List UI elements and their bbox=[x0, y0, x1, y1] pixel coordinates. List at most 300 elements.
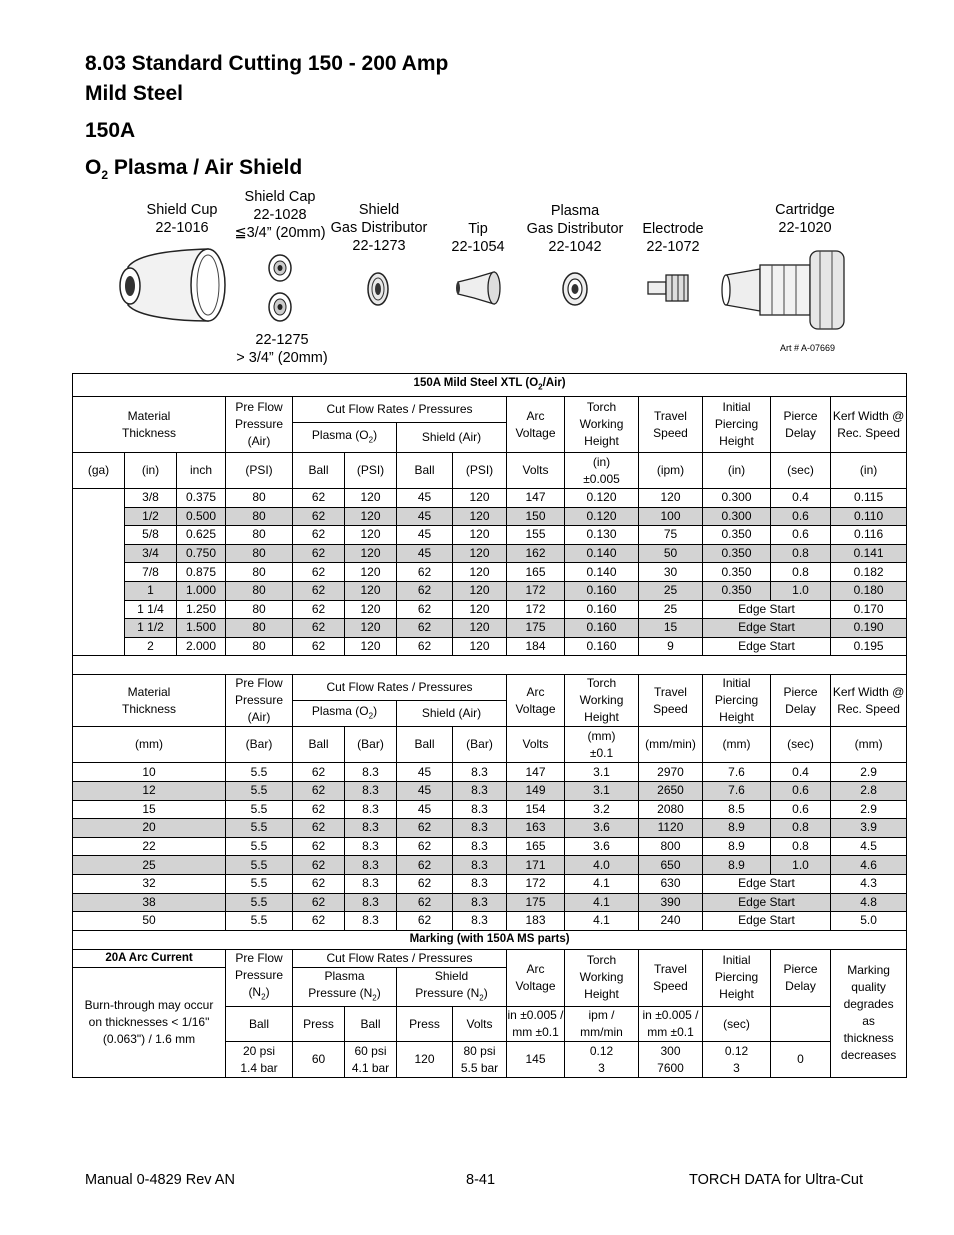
table-cell: 0.120 bbox=[565, 489, 639, 508]
unit-volts: Volts bbox=[507, 727, 565, 763]
table-cell: 1.500 bbox=[177, 619, 226, 638]
table-cell: 0.4 bbox=[771, 763, 831, 782]
shield-cup-label: Shield Cup 22-1016 bbox=[146, 202, 218, 236]
material-heading: Mild Steel bbox=[85, 82, 184, 105]
table-cell: 155 bbox=[507, 526, 565, 545]
cartridge-image bbox=[720, 245, 860, 335]
table-cell: 8.3 bbox=[453, 819, 507, 838]
table-cell: 0.141 bbox=[831, 544, 907, 563]
hdr-initial-height: Initial Piercing Height bbox=[703, 675, 771, 727]
table-cell: 8.3 bbox=[345, 800, 397, 819]
unit-init: (in) bbox=[703, 453, 771, 489]
hdr-torch-height: Torch Working Height bbox=[565, 675, 639, 727]
table-cell: 5.5 bbox=[226, 874, 293, 893]
table-cell: 0.160 bbox=[565, 637, 639, 656]
table-cell: 0.160 bbox=[565, 581, 639, 600]
table-cell: 62 bbox=[397, 619, 453, 638]
table-cell: 120 bbox=[345, 526, 397, 545]
table-cell: 1120 bbox=[639, 819, 703, 838]
table-row bbox=[73, 637, 907, 656]
table-cell: 15 bbox=[73, 800, 226, 819]
marking-speed-value: 300 7600 bbox=[639, 1042, 703, 1078]
hdr-pierce-delay: Pierce Delay bbox=[771, 675, 831, 727]
table-cell: 4.5 bbox=[831, 837, 907, 856]
marking-quality-note: Marking quality degrades as thickness decreases bbox=[831, 949, 907, 1077]
table-cell: 5.5 bbox=[226, 893, 293, 912]
table-cell: 120 bbox=[345, 600, 397, 619]
table-cell: 0.6 bbox=[771, 800, 831, 819]
unit-ball: Ball bbox=[397, 727, 453, 763]
table-cell: 80 bbox=[226, 637, 293, 656]
marking-plasma-ball: 60 bbox=[293, 1042, 345, 1078]
table-cell: 45 bbox=[397, 781, 453, 800]
marking-shield-press: 80 psi 5.5 bar bbox=[453, 1042, 507, 1078]
table-cell: 8.3 bbox=[345, 856, 397, 875]
electrode-label: Electrode 22-1072 bbox=[642, 221, 704, 255]
table-cell: 5.0 bbox=[831, 912, 907, 931]
table-cell: 62 bbox=[293, 893, 345, 912]
table-cell: 184 bbox=[507, 637, 565, 656]
table-cell: 120 bbox=[453, 507, 507, 526]
table-cell: 1/2 bbox=[125, 507, 177, 526]
unit-speed: (mm/min) bbox=[639, 727, 703, 763]
table-cell: 147 bbox=[507, 489, 565, 508]
table-cell: 62 bbox=[293, 819, 345, 838]
marking-torch-value: 0.12 3 bbox=[565, 1042, 639, 1078]
table-cell: 0.6 bbox=[771, 781, 831, 800]
hdr-preflow: Pre Flow Pressure (Air) bbox=[226, 675, 293, 727]
table-cell: 0.8 bbox=[771, 563, 831, 582]
table-row bbox=[73, 489, 907, 508]
table-cell: 120 bbox=[453, 619, 507, 638]
table-cell: 62 bbox=[397, 837, 453, 856]
table-cell: Edge Start bbox=[703, 600, 831, 619]
table-cell: 100 bbox=[639, 507, 703, 526]
table-cell: 45 bbox=[397, 507, 453, 526]
table-cell: 120 bbox=[453, 544, 507, 563]
table-cell: 30 bbox=[639, 563, 703, 582]
hdr-material: Material Thickness bbox=[73, 397, 226, 453]
table-cell: 0.115 bbox=[831, 489, 907, 508]
table-cell: 5.5 bbox=[226, 819, 293, 838]
table-cell: 0.116 bbox=[831, 526, 907, 545]
table-cell: 0.182 bbox=[831, 563, 907, 582]
table-cell: 0.130 bbox=[565, 526, 639, 545]
table-cell: 0.8 bbox=[771, 544, 831, 563]
table-cell: 175 bbox=[507, 893, 565, 912]
hdr-shield: Shield (Air) bbox=[397, 423, 507, 453]
table-cell: Edge Start bbox=[703, 619, 831, 638]
table-cell: 22 bbox=[73, 837, 226, 856]
marking-burn-through-note: Burn-through may occur on thicknesses < 1/16" (0.063") / 1.6 mm bbox=[73, 967, 226, 1077]
table-cell: 62 bbox=[293, 507, 345, 526]
shield-cap-label: Shield Cap 22-1028 ≦3/4” (20mm) bbox=[234, 189, 326, 241]
table-cell: 50 bbox=[73, 912, 226, 931]
table-cell: 1.0 bbox=[771, 856, 831, 875]
table-cell: 5.5 bbox=[226, 800, 293, 819]
table-cell: 62 bbox=[293, 912, 345, 931]
table-cell: 8.3 bbox=[345, 781, 397, 800]
table-cell: 1 1/4 bbox=[125, 600, 177, 619]
table-cell: 8.3 bbox=[345, 819, 397, 838]
marking-plasma: Plasma Pressure $(N_2)$ bbox=[293, 967, 397, 1006]
table-cell: 5.5 bbox=[226, 781, 293, 800]
unit-psi: (PSI) bbox=[453, 453, 507, 489]
table-cell: 149 bbox=[507, 781, 565, 800]
footer-page-number: 8-41 bbox=[466, 1172, 496, 1188]
marking-initial-height: Initial Piercing Height bbox=[703, 949, 771, 1006]
hdr-cutflow: Cut Flow Rates / Pressures bbox=[293, 675, 507, 701]
unit-ball: Ball bbox=[293, 727, 345, 763]
table-cell: 0.500 bbox=[177, 507, 226, 526]
table-cell: Edge Start bbox=[703, 874, 831, 893]
table-cell: 8.3 bbox=[345, 893, 397, 912]
table-cell: 240 bbox=[639, 912, 703, 931]
table-cell: 80 bbox=[226, 489, 293, 508]
table-cell: 8.3 bbox=[453, 781, 507, 800]
table-cell: 0.195 bbox=[831, 637, 907, 656]
table-cell: 8.9 bbox=[703, 856, 771, 875]
table-cell: 8.3 bbox=[453, 856, 507, 875]
table-cell: 0.350 bbox=[703, 526, 771, 545]
marking-unit-press: Press bbox=[293, 1007, 345, 1042]
hdr-travel-speed: Travel Speed bbox=[639, 397, 703, 453]
table-cell: 3.6 bbox=[565, 837, 639, 856]
table-row bbox=[73, 800, 907, 819]
table-cell: 0.8 bbox=[771, 837, 831, 856]
table-cell: 0.875 bbox=[177, 563, 226, 582]
table-cell: 62 bbox=[397, 637, 453, 656]
table-cell: 8.3 bbox=[345, 912, 397, 931]
table-cell: 630 bbox=[639, 874, 703, 893]
table-cell: 12 bbox=[73, 781, 226, 800]
table-cell: 7.6 bbox=[703, 781, 771, 800]
table-cell: 147 bbox=[507, 763, 565, 782]
table-cell: 0.180 bbox=[831, 581, 907, 600]
shield-cap-alt-label: 22-1275 > 3/4” (20mm) bbox=[236, 332, 328, 366]
table-cell: 5.5 bbox=[226, 856, 293, 875]
table-cell: 1.000 bbox=[177, 581, 226, 600]
table-row bbox=[73, 837, 907, 856]
table-cell: 0.625 bbox=[177, 526, 226, 545]
marking-init-value: 0.12 3 bbox=[703, 1042, 771, 1078]
table-cell: Edge Start bbox=[703, 912, 831, 931]
hdr-initial-height: Initial Piercing Height bbox=[703, 397, 771, 453]
table-row bbox=[73, 781, 907, 800]
table-row bbox=[73, 507, 907, 526]
table-cell: 120 bbox=[345, 563, 397, 582]
table-row bbox=[73, 581, 907, 600]
table-cell: 2.9 bbox=[831, 800, 907, 819]
unit-ball: Ball bbox=[293, 453, 345, 489]
unit-psi: (PSI) bbox=[345, 453, 397, 489]
table-cell: 154 bbox=[507, 800, 565, 819]
table-cell: 0.6 bbox=[771, 526, 831, 545]
hdr-torch-height: Torch Working Height bbox=[565, 397, 639, 453]
table-cell: 62 bbox=[293, 837, 345, 856]
table-cell: 120 bbox=[345, 619, 397, 638]
table-cell: 38 bbox=[73, 893, 226, 912]
unit-bar: (Bar) bbox=[345, 727, 397, 763]
unit-ga: (ga) bbox=[73, 453, 125, 489]
table-cell: 0.350 bbox=[703, 544, 771, 563]
cut-chart-table bbox=[72, 373, 907, 1078]
tip-label: Tip 22-1054 bbox=[451, 221, 505, 255]
table-cell: 172 bbox=[507, 600, 565, 619]
table-cell: 120 bbox=[345, 507, 397, 526]
unit-mm: (mm) bbox=[73, 727, 226, 763]
amperage-heading: 150A bbox=[85, 119, 136, 142]
plasma-gas-distributor-image bbox=[558, 270, 592, 308]
electrode-image bbox=[644, 270, 694, 306]
table-cell bbox=[73, 507, 125, 526]
table-cell: 8.9 bbox=[703, 819, 771, 838]
table-cell: 25 bbox=[639, 600, 703, 619]
cartridge-label: Cartridge 22-1020 bbox=[775, 202, 835, 236]
marking-torch-height: Torch Working Height bbox=[565, 949, 639, 1006]
table-cell: 0.190 bbox=[831, 619, 907, 638]
table-cell: 8.5 bbox=[703, 800, 771, 819]
unit-bar: (Bar) bbox=[453, 727, 507, 763]
table-cell: 62 bbox=[293, 489, 345, 508]
table-row bbox=[73, 619, 907, 638]
table-cell: 120 bbox=[453, 600, 507, 619]
table-cell: 120 bbox=[453, 637, 507, 656]
hdr-shield: Shield (Air) bbox=[397, 701, 507, 727]
table-cell: 163 bbox=[507, 819, 565, 838]
shield-gas-distributor-label: Shield Gas Distributor 22-1273 bbox=[330, 202, 428, 254]
table-cell: 2080 bbox=[639, 800, 703, 819]
unit-in: (in) bbox=[125, 453, 177, 489]
table-row bbox=[73, 856, 907, 875]
table-cell: 25 bbox=[639, 581, 703, 600]
table-cell: 15 bbox=[639, 619, 703, 638]
table-cell: 3.6 bbox=[565, 819, 639, 838]
plasma-gas-distributor-label: Plasma Gas Distributor 22-1042 bbox=[526, 203, 624, 255]
gas-heading: $O_2$ Plasma / Air Shield bbox=[85, 156, 303, 183]
table-cell: 0.8 bbox=[771, 819, 831, 838]
table-cell: 120 bbox=[453, 563, 507, 582]
hdr-cutflow: Cut Flow Rates / Pressures bbox=[293, 397, 507, 423]
table-cell: 2970 bbox=[639, 763, 703, 782]
table-cell: 0.170 bbox=[831, 600, 907, 619]
marking-arc-current: 20A Arc Current bbox=[73, 949, 226, 967]
table-cell: 4.8 bbox=[831, 893, 907, 912]
table-cell: 183 bbox=[507, 912, 565, 931]
table-cell: 80 bbox=[226, 600, 293, 619]
table-cell: 62 bbox=[397, 581, 453, 600]
table-cell: 5.5 bbox=[226, 837, 293, 856]
marking-unit-torch: in ±0.005 / mm ±0.1 bbox=[507, 1007, 565, 1042]
table-cell: 80 bbox=[226, 507, 293, 526]
table-cell: 120 bbox=[453, 489, 507, 508]
marking-preflow: Pre Flow Pressure $(N_2)$ bbox=[226, 949, 293, 1006]
table-cell: 0.350 bbox=[703, 563, 771, 582]
table-cell: 5/8 bbox=[125, 526, 177, 545]
table-cell: 20 bbox=[73, 819, 226, 838]
table-cell bbox=[73, 526, 125, 545]
table-cell: 62 bbox=[397, 893, 453, 912]
table-cell bbox=[73, 544, 125, 563]
table-cell: 0.6 bbox=[771, 507, 831, 526]
unit-ball: Ball bbox=[397, 453, 453, 489]
marking-travel-speed: Travel Speed bbox=[639, 949, 703, 1006]
table-cell: 8.3 bbox=[453, 874, 507, 893]
table-row bbox=[73, 874, 907, 893]
section-title: 8.03 Standard Cutting 150 - 200 Amp bbox=[85, 52, 449, 75]
marking-unit-ball: Ball bbox=[226, 1007, 293, 1042]
unit-kerf: (mm) bbox=[831, 727, 907, 763]
table-cell: 5.5 bbox=[226, 763, 293, 782]
marking-shield-ball: 120 bbox=[397, 1042, 453, 1078]
unit-torch: (in) ±0.005 bbox=[565, 453, 639, 489]
table-cell: 80 bbox=[226, 619, 293, 638]
table-cell: 62 bbox=[293, 800, 345, 819]
marking-pierce-delay: Pierce Delay bbox=[771, 949, 831, 1006]
table-cell: 390 bbox=[639, 893, 703, 912]
table-cell: 4.0 bbox=[565, 856, 639, 875]
table-cell: 45 bbox=[397, 526, 453, 545]
table-cell: 8.9 bbox=[703, 837, 771, 856]
hdr-preflow: Pre Flow Pressure (Air) bbox=[226, 397, 293, 453]
table-cell: 4.1 bbox=[565, 912, 639, 931]
table-cell: 9 bbox=[639, 637, 703, 656]
marking-delay-value: 0 bbox=[771, 1042, 831, 1078]
tip-image bbox=[454, 268, 502, 308]
table-cell: 45 bbox=[397, 544, 453, 563]
table-cell: 120 bbox=[453, 581, 507, 600]
table-cell: 0.375 bbox=[177, 489, 226, 508]
table-cell: 62 bbox=[293, 856, 345, 875]
table-cell: 62 bbox=[293, 581, 345, 600]
table-cell: 4.6 bbox=[831, 856, 907, 875]
table-cell: 45 bbox=[397, 489, 453, 508]
art-number: Art # A-07669 bbox=[780, 343, 836, 353]
table-cell: 0.300 bbox=[703, 507, 771, 526]
table-row bbox=[73, 893, 907, 912]
table-cell: 3.1 bbox=[565, 781, 639, 800]
table-row bbox=[73, 912, 907, 931]
unit-torch: (mm) ±0.1 bbox=[565, 727, 639, 763]
unit-bar: (Bar) bbox=[226, 727, 293, 763]
unit-init: (mm) bbox=[703, 727, 771, 763]
table-cell: 62 bbox=[397, 874, 453, 893]
table-cell: 120 bbox=[639, 489, 703, 508]
table-cell: 0.4 bbox=[771, 489, 831, 508]
marking-unit-volts: Volts bbox=[453, 1007, 507, 1042]
hdr-kerf-width: Kerf Width @ Rec. Speed bbox=[831, 397, 907, 453]
table-cell: 1.0 bbox=[771, 581, 831, 600]
table-cell: 171 bbox=[507, 856, 565, 875]
table-cell bbox=[73, 581, 125, 600]
table-cell: 25 bbox=[73, 856, 226, 875]
table-cell bbox=[73, 619, 125, 638]
table-cell: 8.3 bbox=[453, 837, 507, 856]
table-cell: 8.3 bbox=[453, 893, 507, 912]
table-cell: 62 bbox=[293, 637, 345, 656]
marking-unit-press: Press bbox=[397, 1007, 453, 1042]
table-cell: 120 bbox=[345, 637, 397, 656]
shield-gas-distributor-image bbox=[362, 270, 394, 308]
table-cell: Edge Start bbox=[703, 637, 831, 656]
table-cell bbox=[73, 637, 125, 656]
table-cell: 8.3 bbox=[345, 763, 397, 782]
table-cell: 120 bbox=[345, 544, 397, 563]
marking-unit-sec: (sec) bbox=[703, 1007, 771, 1042]
hdr-arc-voltage: Arc Voltage bbox=[507, 397, 565, 453]
table-cell: 4.3 bbox=[831, 874, 907, 893]
table-cell: 4.1 bbox=[565, 893, 639, 912]
table-cell: 3.1 bbox=[565, 763, 639, 782]
table-cell: 3/8 bbox=[125, 489, 177, 508]
table-cell: 50 bbox=[639, 544, 703, 563]
table-cell: 0.160 bbox=[565, 619, 639, 638]
table-cell: 120 bbox=[453, 526, 507, 545]
table-cell: 5.5 bbox=[226, 912, 293, 931]
table-cell: 120 bbox=[345, 489, 397, 508]
table-cell: 0.300 bbox=[703, 489, 771, 508]
table-cell: 650 bbox=[639, 856, 703, 875]
table-cell: 8.3 bbox=[453, 912, 507, 931]
marking-cutflow: Cut Flow Rates / Pressures bbox=[293, 949, 507, 967]
table-cell: 2.8 bbox=[831, 781, 907, 800]
table-cell: 8.3 bbox=[345, 837, 397, 856]
table-cell: 172 bbox=[507, 874, 565, 893]
table-cell: 62 bbox=[293, 526, 345, 545]
table-cell: 0.120 bbox=[565, 507, 639, 526]
table-cell: 62 bbox=[293, 781, 345, 800]
unit-sec: (sec) bbox=[771, 453, 831, 489]
table-cell: 45 bbox=[397, 800, 453, 819]
unit-sec: (sec) bbox=[771, 727, 831, 763]
table-cell: 80 bbox=[226, 563, 293, 582]
table-cell: 80 bbox=[226, 526, 293, 545]
table-cell: 10 bbox=[73, 763, 226, 782]
table-cell: 45 bbox=[397, 763, 453, 782]
footer-manual: Manual 0-4829 Rev AN bbox=[85, 1172, 235, 1188]
table-cell: 162 bbox=[507, 544, 565, 563]
table-cell: 8.3 bbox=[453, 763, 507, 782]
marking-shield: Shield Pressure $(N_2)$ bbox=[397, 967, 507, 1006]
table-cell: 1.250 bbox=[177, 600, 226, 619]
hdr-pierce-delay: Pierce Delay bbox=[771, 397, 831, 453]
table-cell: 0.110 bbox=[831, 507, 907, 526]
table-cell: 32 bbox=[73, 874, 226, 893]
marking-preflow-value: 20 psi 1.4 bar bbox=[226, 1042, 293, 1078]
marking-plasma-press: 60 psi 4.1 bar bbox=[345, 1042, 397, 1078]
table-cell: 2.000 bbox=[177, 637, 226, 656]
table-cell: 7.6 bbox=[703, 763, 771, 782]
table-cell: 172 bbox=[507, 581, 565, 600]
table-cell: 0.160 bbox=[565, 600, 639, 619]
table-cell: 62 bbox=[293, 874, 345, 893]
table-cell: 80 bbox=[226, 581, 293, 600]
table-cell: 3.9 bbox=[831, 819, 907, 838]
table-cell: 0.140 bbox=[565, 544, 639, 563]
table-cell: 0.750 bbox=[177, 544, 226, 563]
table-cell bbox=[73, 489, 125, 508]
table-cell: 7/8 bbox=[125, 563, 177, 582]
table-spacer bbox=[73, 656, 907, 675]
table-row bbox=[73, 563, 907, 582]
table-cell: 8.3 bbox=[453, 800, 507, 819]
footer-section: TORCH DATA for Ultra-Cut bbox=[689, 1172, 864, 1188]
marking-unit-init: in ±0.005 / mm ±0.1 bbox=[639, 1007, 703, 1042]
table-cell: 1 1/2 bbox=[125, 619, 177, 638]
marking-unit-speed: ipm / mm/min bbox=[565, 1007, 639, 1042]
table-cell: 0.350 bbox=[703, 581, 771, 600]
table-cell bbox=[73, 600, 125, 619]
